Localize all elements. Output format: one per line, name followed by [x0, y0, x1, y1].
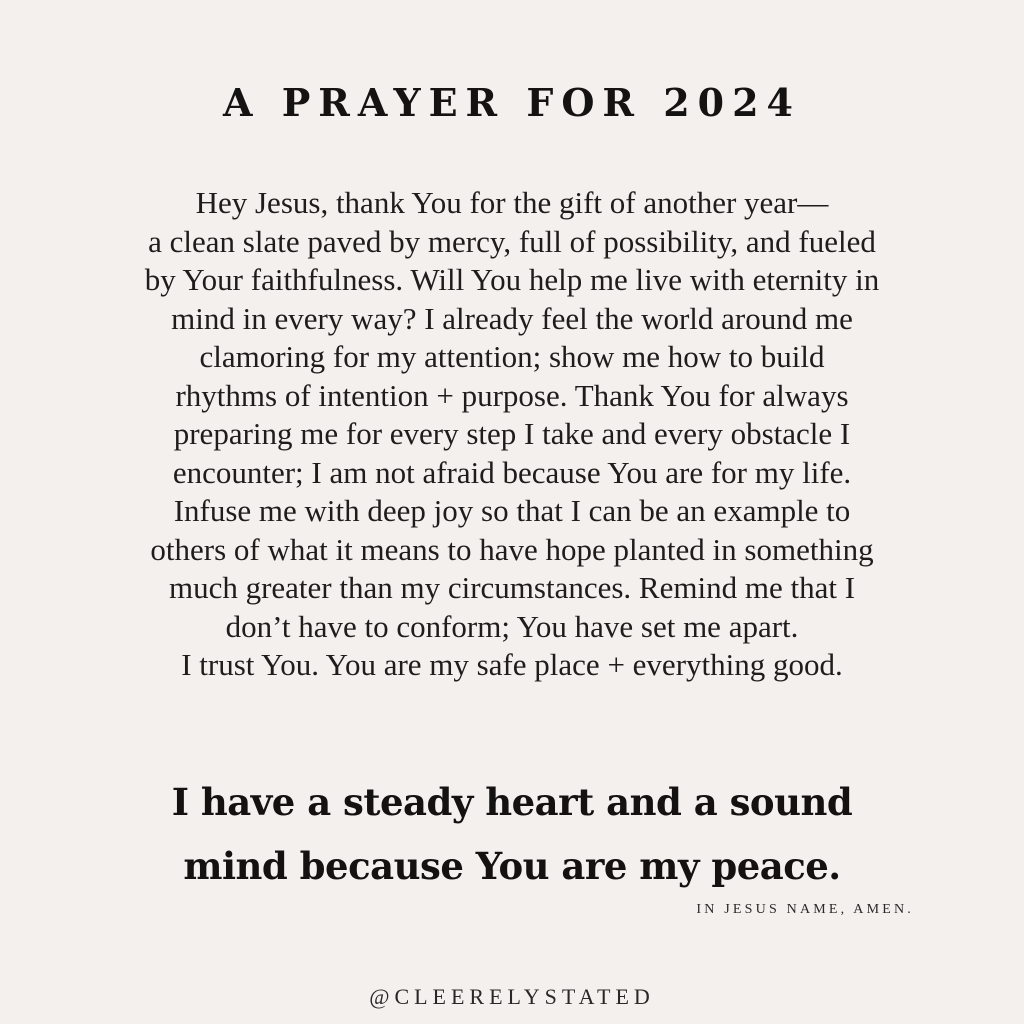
page-title: A PRAYER FOR 2024: [222, 80, 801, 125]
signoff: IN JESUS NAME, AMEN.: [696, 902, 914, 917]
prayer-body: [70, 184, 954, 685]
prayer-line: a clean slate paved by mercy, full of possibility, and fueled: [148, 223, 876, 259]
social-handle: @CLEERELYSTATED: [369, 984, 655, 1009]
affirmation-line: mind because You are my peace.: [183, 844, 841, 888]
prayer-line: clamoring for my attention; show me how to build: [199, 339, 825, 374]
affirmation-line: I have a steady heart and a sound: [171, 780, 853, 824]
prayer-line: encounter; I am not afraid because You are for my life.: [172, 454, 852, 490]
prayer-line: I trust You. You are my safe place + everything good.: [181, 647, 843, 682]
affirmation: [60, 770, 964, 898]
prayer-line: preparing me for every step I take and every obstacle I: [173, 416, 851, 451]
prayer-line: mind in every way? I already feel the world around me: [171, 300, 853, 336]
prayer-line: don’t have to conform; You have set me apart.: [225, 608, 799, 644]
prayer-line: Hey Jesus, thank You for the gift of another year—: [195, 185, 829, 220]
prayer-line: much greater than my circumstances. Remind me that I: [168, 570, 856, 605]
prayer-line: Infuse me with deep joy so that I can be an example to: [173, 493, 851, 528]
prayer-line: others of what it means to have hope planted in something: [150, 531, 874, 567]
prayer-line: by Your faithfulness. Will You help me live with eternity in: [144, 262, 880, 297]
prayer-line: rhythms of intention + purpose. Thank You for always: [175, 377, 849, 413]
